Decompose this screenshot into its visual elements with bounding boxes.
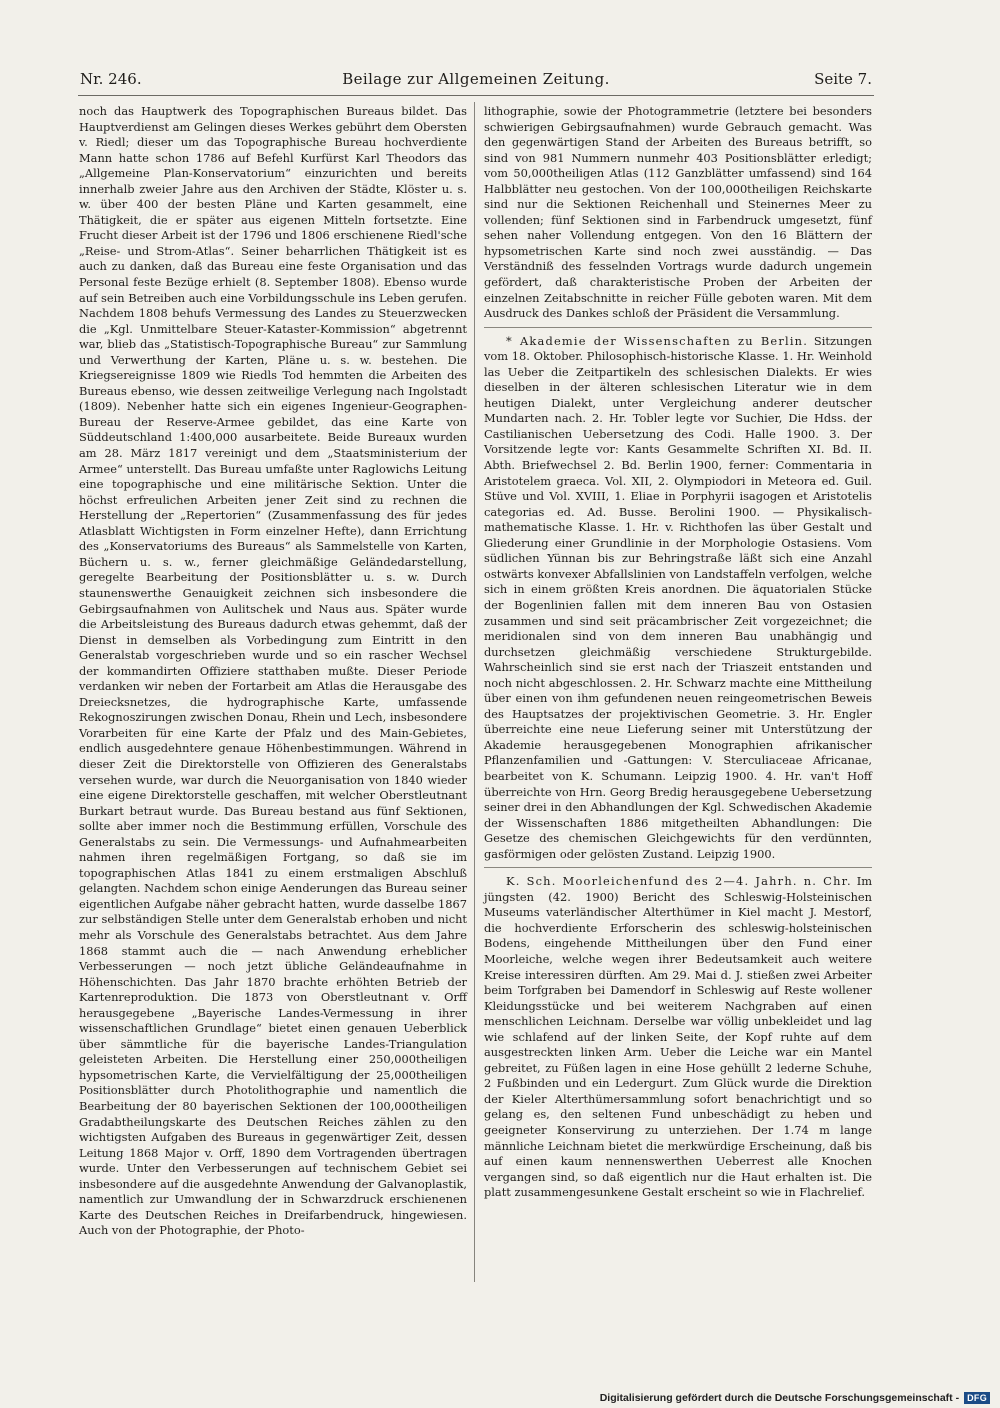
- supplement-title: Beilage zur Allgemeinen Zeitung.: [342, 70, 610, 88]
- page-header: [80, 70, 872, 94]
- column-divider: [474, 102, 475, 1282]
- issue-number: Nr. 246.: [80, 70, 142, 88]
- academy-section: [484, 334, 872, 863]
- section-separator-2: [484, 867, 872, 868]
- right-column: [484, 104, 872, 1201]
- digitization-footer: [600, 1392, 990, 1404]
- bog-body-section: [484, 874, 872, 1200]
- left-column: [79, 104, 467, 1239]
- article-bureau-continuation: lithographie, sowie der Photogrammetrie (letztere bei besonders schwierigen Gebirgsaufnahmen) wurde Gebrauch gemacht. Was den gegenwärtigen Stand der Arbeiten des Bureaus betrifft, so sind von 981 Nummern nunmehr 403 Positionsblätter erledigt; vom 50,000theiligen Atlas (112 Ganzblätter umfassend) sind 164 Halbblätter neu gestochen. Von der 100,000theiligen Reichskarte sind nur die Sektionen Reichenhall und Steinernes Meer zu vollenden; fünf Sektionen sind in Farbendruck umgesetzt, fünf sehen naher Vollendung entgegen. Von den 16 Blättern der hypsometrischen Karte sind noch zwei ausständig. — Das Verständniß des fesselnden Vortrags wurde dadurch ungemein gefördert, daß charakteristische Proben der Arbeiten der einzelnen Zeitabschnitte in reicher Fülle geboten waren. Mit dem Ausdruck des Dankes schloß der Präsident die Versammlung.: [484, 104, 872, 321]
- academy-heading: * Akademie der Wissenschaften zu Berlin.: [506, 333, 809, 348]
- header-rule: [78, 95, 874, 96]
- footer-text: Digitalisierung gefördert durch die Deutsche Forschungsgemeinschaft -: [599, 1392, 960, 1404]
- bog-body-heading: K. Sch. Moorleichenfund des 2—4. Jahrh. n. Chr.: [506, 874, 852, 889]
- section-separator: [484, 327, 872, 328]
- page-number: Seite 7.: [814, 70, 872, 88]
- dfg-logo: DFG: [964, 1392, 990, 1404]
- academy-text: Sitzungen vom 18. Oktober. Philosophisch-historische Klasse. 1. Hr. Weinhold las Ueber die Zeitpartikeln des schlesischen Dialekts. Er wies dieselben in der älteren schlesischen Literatur wie in dem heutigen Dialekt, unter Vergleichung anderer deutscher Mundarten nach. 2. Hr. Tobler legte vor Suchier, Die Hdss. der Castilianischen Uebersetzung des Codi. Halle 1900. 3. Der Vorsitzende legte vor: Kants Gesammelte Schriften XI. Bd. II. Abth. Briefwechsel 2. Bd. Berlin 1900, ferner: Commentaria in Aristotelem graeca. Vol. XII, 2. Olympiodori in Meteora ed. Guil. Stüve und Vol. XVIII, 1. Eliae in Porphyrii isagogen et Aristotelis categorias ed. Ad. Busse. Berolini 1900. — Physikalisch-mathematische Klasse. 1. Hr. v. Richthofen las über Gestalt und Gliederung einer Grundlinie in der Morphologie Ostasiens. Vom südlichen Yünnan bis zur Behringstraße läßt sich eine Anzahl ostwärts konvexer Abfallslinien von Landstaffeln verfolgen, welche sich in einem größten Kreis anordnen. Die äquatorialen Stücke der Bogenlinien fallen mit dem inneren Bau von Ostasien zusammen und sind seit präcambrischer Zeit vorgezeichnet; die meridionalen sind von dem inneren Bau unabhängig und durchsetzen gleichmäßig verschiedene Strukturgebilde. Wahrscheinlich sind sie erst nach der Triaszeit entstanden und noch nicht abgeschlossen. 2. Hr. Schwarz machte eine Mittheilung über einen von ihm gefundenen neuen reingeometrischen Beweis des Hauptsatzes der projektivischen Geometrie. 3. Hr. Engler überreichte eine neue Lieferung seiner mit Unterstützung der Akademie herausgegebenen Monographien afrikanischer Pflanzenfamilien und -Gattungen: V. Sterculiaceae Africanae, bearbeitet von K. Schumann. Leipzig 1900. 4. Hr. van't Hoff überreichte von Hrn. Georg Bredig herausgegebene Uebersetzung seiner drei in den Abhandlungen der Kgl. Schwedischen Akademie der Wissenschaften 1886 mitgetheilten Abhandlungen: Die Gesetze des chemischen Gleichgewichts für den verdünnten, gasförmigen oder gelösten Zustand. Leipzig 1900.: [484, 333, 872, 861]
- bog-body-text: Im jüngsten (42. 1900) Bericht des Schleswig-Holsteinischen Museums vaterländischer Alterthümer in Kiel macht J. Mestorf, die hochverdiente Erforscherin des schleswig-holsteinischen Bodens, eingehende Mittheilungen über den Fund einer Moorleiche, welche wegen ihrer Bedeutsamkeit auch weitere Kreise interessiren dürften. Am 29. Mai d. J. stießen zwei Arbeiter beim Torfgraben bei Damendorf in Schleswig auf Reste wollener Kleidungsstücke und bei weiterem Nachgraben auf einen menschlichen Leichnam. Derselbe war völlig unbekleidet und lag wie schlafend auf der linken Seite, der Kopf ruhte auf dem ausgestreckten linken Arm. Ueber die Leiche war ein Mantel gebreitet, zu Füßen lagen in eine Hose gehüllt 2 lederne Schuhe, 2 Fußbinden und ein Ledergurt. Zum Glück wurde die Direktion der Kieler Alterthümersammlung sofort benachrichtigt und so gelang es, den seltenen Fund unbeschädigt zu heben und geeigneter Konservirung zu unterziehen. Der 1.74 m lange männliche Leichnam bietet die merkwürdige Erscheinung, daß bis auf einen kaum nennenswerthen Ueberrest alle Knochen vergangen sind, so daß eigentlich nur die Haut erhalten ist. Die platt zusammengesunkene Gestalt erscheint so wie in Flachrelief.: [484, 874, 873, 1200]
- article-bureau-text: noch das Hauptwerk des Topographischen Bureaus bildet. Das Hauptverdienst am Gelingen dieses Werkes gebührt dem Obersten v. Riedl; dieser um das Topographische Bureau hochverdiente Mann hatte schon 1786 auf Befehl Kurfürst Karl Theodors das „Allgemeine Plan-Konservatorium“ einzurichten und bereits innerhalb zweier Jahre aus den Archiven der Städte, Klöster u. s. w. über 400 der besten Pläne und Karten gesammelt, eine Thätigkeit, die er später aus eigenen Mitteln fortsetzte. Eine Frucht dieser Arbeit ist der 1796 und 1806 erschienene Riedl'sche „Reise- und Strom-Atlas“. Seiner beharrlichen Thätigkeit ist es auch zu danken, daß das Bureau eine feste Organisation und das Personal feste Bezüge erhielt (8. September 1808). Ebenso wurde auf sein Betreiben auch eine Vorbildungsschule ins Leben gerufen. Nachdem 1808 behufs Vermessung des Landes zu Steuerzwecken die „Kgl. Unmittelbare Steuer-Kataster-Kommission“ abgetrennt war, blieb das „Statistisch-Topographische Bureau“ zur Sammlung und Verwerthung der Karten, Pläne u. s. w. bestehen. Die Kriegsereignisse 1809 wie Riedls Tod hemmten die Arbeiten des Bureaus ebenso, wie dessen zeitweilige Verlegung nach Ingolstadt (1809). Nebenher hatte sich ein eigenes Ingenieur-Geographen-Bureau der Reserve-Armee gebildet, das eine Karte von Süddeutschland 1:400,000 ausarbeitete. Beide Bureaux wurden am 28. März 1817 vereinigt und dem „Staatsministerium der Armee“ unterstellt. Das Bureau umfaßte unter Raglowichs Leitung eine topographische und eine militärische Sektion. Unter die höchst erfreulichen Arbeiten jener Zeit sind zu rechnen die Herstellung der „Repertorien“ (Zusammenfassung des für jedes Atlasblatt Wichtigsten in Form einzelner Hefte), dann Errichtung des „Konservatoriums des Bureaus“ als Sammelstelle von Karten, Büchern u. s. w., ferner gleichmäßige Geländedarstellung, geregelte Bearbeitung der Positionsblätter u. s. w. Durch staunenswerthe Genauigkeit zeichnen sich insbesondere die Gebirgsaufnahmen von Aulitschek und Naus aus. Später wurde die Arbeitsleistung des Bureaus dadurch etwas gehemmt, daß der Dienst in demselben als Vorbedingung zum Eintritt in den Generalstab vorgeschrieben wurde und so ein rascher Wechsel der kommandirten Offiziere statthaben mußte. Dieser Periode verdanken wir neben der Fortarbeit am Atlas die Herausgabe des Dreiecksnetzes, die hydrographische Karte, umfassende Rekognoszirungen zwischen Donau, Rhein und Lech, insbesondere Vorarbeiten für eine Karte der Pfalz und des Main-Gebietes, endlich ausgedehntere genaue Höhenbestimmungen. Während in dieser Zeit die Direktorstelle von Offizieren des Generalstabs versehen wurde, war durch die Neuorganisation von 1840 wieder eine eigene Direktorstelle geschaffen, mit welcher Oberstleutnant Burkart betraut wurde. Das Bureau bestand aus fünf Sektionen, sollte aber immer noch die Bestimmung erfüllen, Vorschule des Generalstabs zu sein. Die Vermessungs- und Aufnahmearbeiten nahmen ihren regelmäßigen Fortgang, so daß sie im topographischen Atlas 1841 zu einem erstmaligen Abschluß gelangten. Nachdem schon einige Aenderungen das Bureau seiner eigentlichen Aufgabe näher gebracht hatten, wurde dasselbe 1867 zur selbständigen Stelle unter dem Generalstab erhoben und nicht mehr als Vorschule des Generalstabs betrachtet. Aus dem Jahre 1868 stammt auch die — nach Anwendung erheblicher Verbesserungen — noch jetzt übliche Geländeaufnahme in Höhenschichten. Das Jahr 1870 brachte erhöhten Betrieb der Kartenreproduktion. Die 1873 von Oberstleutnant v. Orff herausgegebene „Bayerische Landes-Vermessung in ihrer wissenschaftlichen Grundlage“ bietet einen genauen Ueberblick über sämmtliche für die bayerische Landes-Triangulation geleisteten Arbeiten. Die Herstellung einer 250,000theiligen hypsometrischen Karte, die Vervielfältigung der 25,000theiligen Positionsblätter durch Photolithographie und namentlich die Bearbeitung der 80 bayerischen Sektionen der 100,000theiligen Gradabtheilungskarte des Deutschen Reiches zählen zu den wichtigsten Aufgaben des Bureaus in gegenwärtiger Zeit, dessen Leitung 1868 Major v. Orff, 1890 dem Vortragenden übertragen wurde. Unter den Verbesserungen auf technischem Gebiet sei insbesondere auf die ausgedehnte Anwendung der Galvanoplastik, namentlich zur Umwandlung der in Schwarzdruck erschienenen Karte des Deutschen Reiches in Dreifarbendruck, hingewiesen. Auch von der Photographie, der Photo-: [79, 104, 467, 1238]
